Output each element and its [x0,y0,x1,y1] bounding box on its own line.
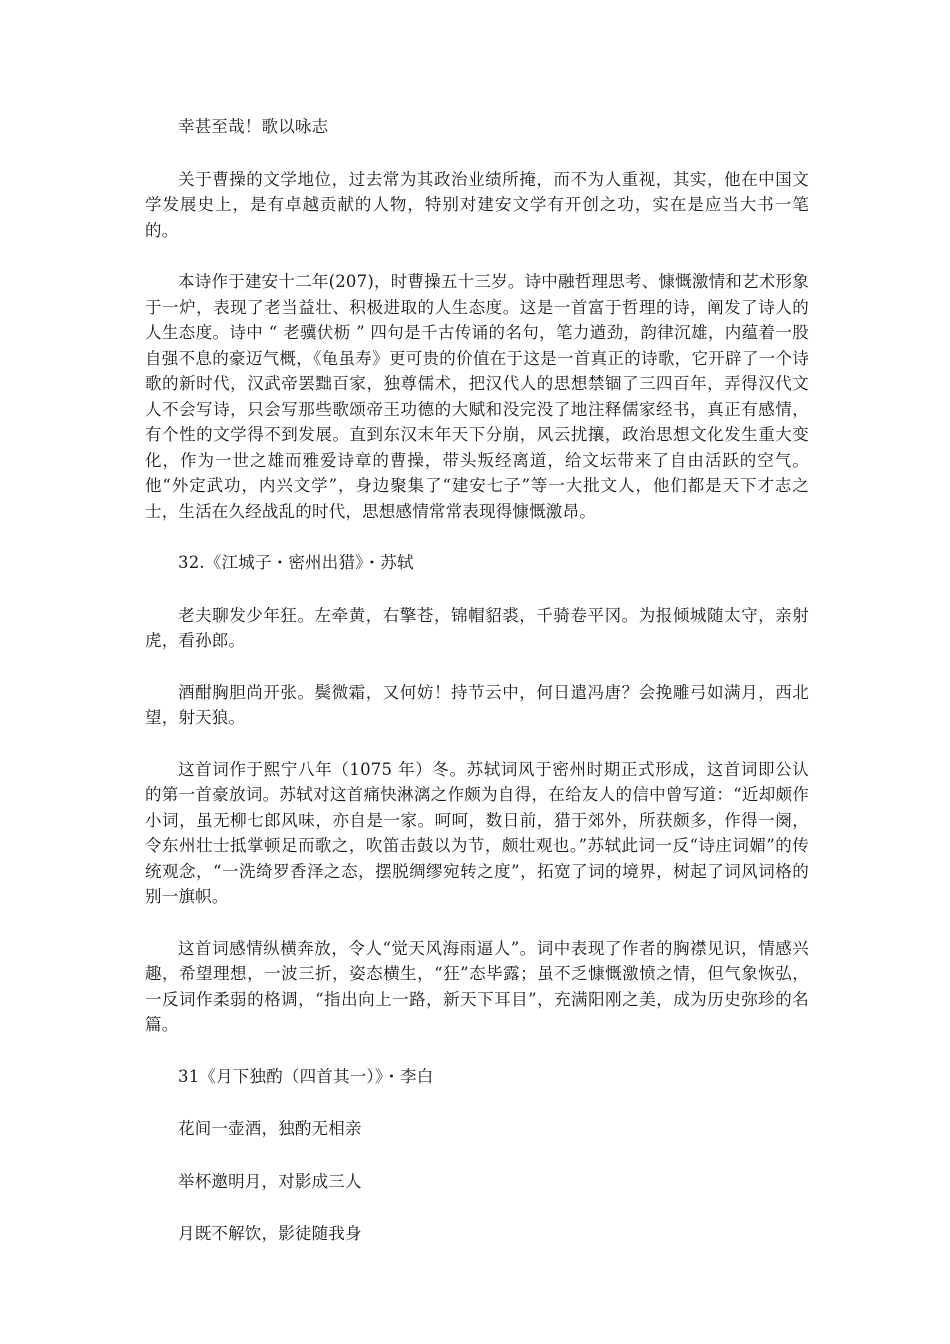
paragraph-jiangchengzi-analysis: 这首词感情纵横奔放，令人“觉天风海雨逼人”。词中表现了作者的胸襟见识，情感兴趣，希望理想，一波三折，姿态横生，“狂”态毕露；虽不乏慷慨激愤之情，但气象恢弘，一反词作柔弱的格调，“指出向上一路，新天下耳目”，充满阳刚之美，成为历史弥珍的名篇。 [145,938,809,1034]
paragraph-cao-cao-literary-status: 关于曹操的文学地位，过去常为其政治业绩所掩，而不为人重视，其实，他在中国文学发展史上，是有卓越贡献的人物，特别对建安文学有开创之功，实在是应当大书一笔的。 [145,169,809,240]
poem-closing-line: 幸甚至哉！歌以咏志 [178,117,329,136]
paragraph-guishishou-analysis: 本诗作于建安十二年(207)，时曹操五十三岁。诗中融哲理思考、慷慨激情和艺术形象于一炉，表现了老当益壮、积极进取的人生态度。这是一首富于哲理的诗，阐发了诗人的人生态度。诗中 “ 老骥伏枥 ” 四句是千古传诵的名句，笔力遒劲，韵律沉雄，内蕴着一股自强不息的豪迈气概，《龟虽寿》更可贵的价值在于这是一首真正的诗歌，它开辟了一个诗歌的新时代，汉武帝罢黜百家，独尊儒术，把汉代人的思想禁锢了三四百年，弄得汉代文人不会写诗，只会写那些歌颂帝王功德的大赋和没完没了地注释儒家经书，真正有感情，有个性的文学得不到发展。直到东汉末年天下分崩，风云扰攘，政治思想文化发生重大变化，作为一世之雄而雅爱诗章的曹操，带头叛经离道，给文坛带来了自由活跃的空气。他“外定武功，内兴文学”，身边聚集了“建安七子”等一大批文人，他们都是天下才志之士，生活在久经战乱的时代，思想感情常常表现得慷慨激昂。 [145,272,809,521]
section-heading-jiangchengzi: 32.《江城子・密州出猎》・苏轼 [178,553,414,572]
poem-line-3: 月既不解饮，影徒随我身 [178,1224,362,1243]
poem-line-1: 花间一壶酒，独酌无相亲 [178,1119,362,1138]
poem-line-2: 举杯邀明月，对影成三人 [178,1171,362,1191]
poem-stanza-1: 老夫聊发少年狂。左牵黄，右擎苍，锦帽貂裘，千骑卷平冈。为报倾城随太守，亲射虎，看孙郎。 [145,605,809,650]
document-body [145,114,809,1274]
section-heading-yuexiaduzhuo: 31《月下独酌（四首其一）》・李白 [178,1066,434,1086]
poem-stanza-2: 酒酣胸胆尚开张。鬓微霜，又何妨！持节云中，何日遣冯唐？会挽雕弓如满月，西北望，射天狼。 [145,682,809,727]
paragraph-jiangchengzi-background: 这首词作于熙宁八年（1075 年）冬。苏轼词风于密州时期正式形成，这首词即公认的第一首豪放词。苏轼对这首痛快淋漓之作颇为自得，在给友人的信中曾写道：“近却颇作小词，虽无柳七郎风味，亦自是一家。呵呵，数日前，猎于郊外，所获颇多，作得一阕，令东州壮士抵掌顿足而歌之，吹笛击鼓以为节，颇壮观也。”苏轼此词一反“诗庄词媚”的传统观念，“一洗绮罗香泽之态，摆脱绸缪宛转之度”，拓宽了词的境界，树起了词风词格的别一旗帜。 [145,759,809,906]
